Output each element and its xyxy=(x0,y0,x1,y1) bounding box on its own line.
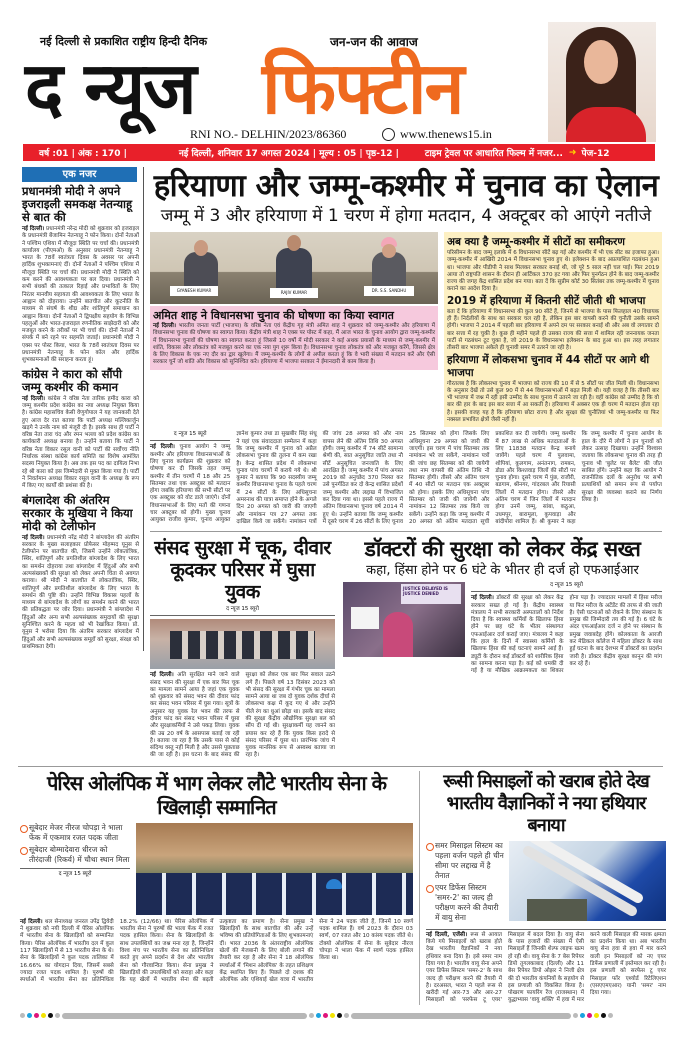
sidebar-body: परिसीमन के बाद जम्मू इलाके में 6 विधानसभा सीटें बढ़ गई और कश्मीर में भी एक सीट का इजाफा हुआ। जम्मू-कश्मीर में आखिरी 2014 में विधानसभा चुनाव हुए थे। इलेक्शन के बाद अप्रत्याशित गठबंधन हुआ था। भाजपा और पीडीपी ने साथ मिलकर सरकार बनाई थी, जो पूरे 5 साल नहीं चल पाई। फिर 2019 आया तो राष्ट्रपति शासन के दौरान ही आर्टिकल 370 हट गया और फिर पुनर्गठन होने के बाद जम्मू-कश्मीर राज्य की जगह केंद्र शासित प्रदेश बन गया। बता दें कि सुप्रीम कोर्ट 30 सितंबर तक जम्मू-कश्मीर में चुनाव कराने का आदेश दिया है। xyxy=(447,250,659,293)
brief-dateline: नई दिल्ली। xyxy=(22,226,45,232)
info-bar xyxy=(23,144,655,161)
ek-nazar-header: एक नजर xyxy=(22,167,137,182)
globe-icon xyxy=(382,128,395,141)
doctors-text xyxy=(471,582,662,675)
olympics-dateline: नई दिल्ली। xyxy=(20,918,43,925)
doctors-subheadline: कहा, हिंसा होने पर 6 घंटे के भीतर ही दर्ज हो एफआईआर xyxy=(366,563,639,579)
brief-headline[interactable]: बंगलादेश की अंतरिम सरकार के मुखिया ने किया मोदी को टेलीफोन xyxy=(22,492,133,533)
highlight-bullet: एयर डिफेंस सिस्टम 'समर-2' का जल्द ही परीक्षण करने की तैयारी में वायु सेना xyxy=(426,883,504,923)
parliament-dateline: नई दिल्ली। xyxy=(150,672,174,679)
parliament-security-photo xyxy=(150,619,335,669)
sidebar-headline[interactable]: अमित शाह ने विधानसभा चुनाव की घोषणा का किया स्वागत xyxy=(153,309,394,322)
brief-body: प्रधानमंत्री नरेंद्र मोदी ने बांग्लादेश की अंतरिम सरकार के मुख्य सलाहकार प्रोफेसर मोहम्मद यूनुस से टेलीफोन पर बातचीत की, जिसमें उन्होंने लोकतांत्रिक, स्थिर, शांतिपूर्ण और प्रगतिशील बांग्लादेश के लिए भारत का समर्थन दोहराया तथा बांग्लादेश में हिंदुओं और सभी अल्पसंख्यकों की सुरक्षा को लेकर अपनी चिंता से अवगत कराया। श्री मोदी ने बातचीत में लोकतांत्रिक, स्थिर, शांतिपूर्ण और प्रगतिशील बांग्लादेश के लिए भारत के समर्थन की पुष्टि की। उन्होंने विभिन्न विकास पहलों के माध्यम से बांग्लादेश के लोगों का समर्थन करने की भारत की प्रतिबद्धता पर जोर दिया। प्रधानमंत्री ने बांग्लादेश में हिंदुओं और अन्य सभी अल्पसंख्यक समुदायों की सुरक्षा सुनिश्चित करने के महत्व को भी रेखांकित किया। प्रो. यूनुस ने भरोसा दिया कि अंतरिम सरकार बांग्लादेश में हिंदुओं और सभी अल्पसंख्यक समूहों को सुरक्षा, संरक्षा को प्राथमिकता देगी। xyxy=(22,534,139,650)
lead-subheadline: जम्मू में 3 और हरियाणा में 1 चरण में होगा मतदान, 4 अक्टूबर को आएंगे नतीजे xyxy=(160,206,652,226)
teaser-page[interactable]: पेज-12 xyxy=(581,149,610,159)
brief-body: प्रधानमंत्री नरेन्द्र मोदी को शुक्रवार को इजराइल के प्रधानमंत्री बेंजामिन नेतन्याहू ने फोन किया। दोनों नेताओं ने पश्चिम एशिया में मौजूदा स्थिति पर चर्चा की। प्रधानमंत्री कार्यालय (पीएमओ) के अनुसार प्रधानमंत्री नेतन्याहू ने भारत के 78वें स्वतंत्रता दिवस के अवसर पर अपनी हार्दिक शुभकामनाएं दीं। दोनों नेताओं ने पश्चिम एशिया में मौजूदा स्थिति पर चर्चा की। प्रधानमंत्री मोदी ने स्थिति को कम करने की आवश्यकता पर बल दिया। प्रधानमंत्री ने सभी बंधकों की तत्काल रिहाई और प्रभावितों के लिए निरंतर मानवीय सहायता की आवश्यकता के लिए भारत के आह्वान को दोहराया। उन्होंने बातचीत और कूटनीति के माध्यम से संघर्ष के शीघ्र और शांतिपूर्ण समाधान का आह्वान किया। दोनों नेताओं ने द्विपक्षीय सहयोग के विभिन्न पहलुओं और भारत-इजराइल रणनीतिक साझेदारी को और मजबूत करने के तरीकों पर भी चर्चा की। दोनों नेताओं ने संपर्क में बने रहने पर सहमति जताई। प्रधानमंत्री मोदी ने एक्स पर पोस्ट किया, भारत के 78वें स्वतंत्रता दिवस पर प्रधानमंत्री नेतन्याहू के फोन कॉल और हार्दिक शुभकामनाओं की सराहना करता हूं। xyxy=(22,226,140,364)
logo-black: द न्यूज xyxy=(25,46,195,130)
olympics-text xyxy=(20,919,413,985)
volume-issue: वर्ष :01 | अंक : 170 | xyxy=(39,149,127,159)
amit-shah-sidebar xyxy=(150,306,438,370)
rni-number: RNI NO.- DELHIN/2023/86360 xyxy=(190,127,347,141)
color-registration-marks xyxy=(0,1013,673,1019)
actress-photo xyxy=(548,22,656,142)
sidebar-headline[interactable]: अब क्या है जम्मू-कश्मीर में सीटों का समीकरण xyxy=(447,236,625,248)
doctors-story xyxy=(343,537,662,675)
missile-headline[interactable]: रूसी मिसाइलों को खराब होते देख भारतीय वैज्ञानिकों ने नया हथियार बनाया xyxy=(443,770,649,836)
highlight-bullet: सूबेदार मेजर नीरज चोपड़ा ने भाला फेंक में एकमात्र रजत पदक जीता xyxy=(20,823,130,843)
byline: द न्यूज 15 ब्यूरो xyxy=(150,431,230,441)
masthead-tagline: नई दिल्ली से प्रकाशित राष्ट्रीय हिन्दी दैनिक xyxy=(40,35,208,48)
brief-dateline: नई दिल्ली। xyxy=(22,534,45,541)
missile-dateline: नई दिल्ली, एजेंसी। xyxy=(426,931,468,938)
seat-equation-sidebar xyxy=(444,232,662,427)
bottom-row xyxy=(0,771,673,1005)
missile-system-photo xyxy=(509,841,666,921)
olympics-headline[interactable]: पेरिस ओलंपिक में भाग लेकर लौटे भारतीय सेना के खिलाड़ी सम्मानित xyxy=(46,770,386,819)
lead-body: चुनाव आयोग ने जम्मू कश्मीर और हरियाणा विधानसभाओं के लिए चुनाव कार्यक्रम की शुक्रवार को घोषणा कर दी जिसके तहत जम्मू कश्मीर में तीन चरणों में 18 और 25 सितम्बर तथा एक अक्टूबर को मतदान होगा जबकि हरियाणा की सभी सीटों पर एक अक्टूबर को वोट डाले जाएंगे। दोनों विधानसभाओं के लिए मतों की गणना चार अक्टूबर को होगी। मुख्य चुनाव आयुक्त राजीव कुमार, चुनाव आयुक्त ज्ञानेश कुमार तथा डा सुखबीर सिंह संधू ने यहां एक संवाददाता सम्मेलन में कहा कि जम्मू कश्मीर में चुनाव को अप्रैल लोकसभा चुनाव की तुलना में कम रखा है। केन्द्र शासित प्रदेश में लोकसभा चुनाव पांच चरणों में कराये गये थे। श्री कुमार ने बताया कि 90 सदस्यीय जम्मू कश्मीर विधानसभा चुनाव के पहले चरण में 24 सीटों के लिए अधिसूचना अमरनाथ की यात्रा समाप्त होने के अगले दिन 20 अगस्त को जारी की जाएगी और नामांकन पत्र 27 अगस्त तक दाखिल किये जा सकेंगे। नामांकन पत्रों की जांच 28 अगस्त को और नाम वापस लेने की अंतिम तिथि 30 अगस्त होगी। जम्मू कश्मीर में 74 सीटें सामान्य श्रेणी की, सात अनुसूचित जाति तथा नौ सीटें अनुसूचित जनजाति के लिए आरक्षित हैं। जम्मू कश्मीर में पांच अगस्त 2019 को अनुच्छेद 370 निरस्त कर उसे पुनर्गठित कर दो केन्द्र शासित प्रदेशों जम्मू कश्मीर और लद्दाख में विभाजित कर दिया गया था। इससे पहले राज्य में अंतिम विधानसभा चुनाव वर्ष 2014 में हुए थे। उन्होंने बताया कि जम्मू कश्मीर में दूसरे चरण में 26 सीटों के लिए चुनाव 25 सितम्बर को होगा जिसके लिए अधिसूचना 29 अगस्त को जारी की जाएगी। इस चरण में पांच सितम्बर तक नामांकन भरे जा सकेंगे, नामांकन पत्रों की जांच छह सितम्बर को की जायेगी तथा नाम वापसी की अंतिम तिथि नौ सितम्बर होगी। तीसरे और अंतिम चरण में 40 सीटों पर मतदान एक अक्टूबर को होगा। इसके लिए अधिसूचना पांच सितम्बर को जारी की जायेगी और नामांकन 12 सितम्बर तक किये जा सकेंगे। उन्होंने कहा कि जम्मू कश्मीर में 20 अगस्त को अंतिम मतदाता सूची प्रकाशित कर दी जायेगी। जम्मू कश्मीर में 87 लाख से अधिक मतदाताओं के लिए 11838 मतदान केन्द्र बनाये जायेंगे। पहले चरण में पुलवामा, शोपियां, कुलगाम, अनंतनाग, रामबन, डोडा और किश्तवाड़ जिलों की सीटों पर चुनाव होगा। दूसरे चरण में पुंछ, राजौरी, बडगाम, श्रीनगर, गांदरबल और रियासी जिलों में मतदान होगा। तीसरे और अंतिम चरण में जिन जिलों में मतदान होगा उनमें जम्मू, सांबा, कठुआ, उधमपुर, बारामूला, कुपवाड़ा और बांदीपोरा शामिल हैं। श्री कुमार ने कहा कि जम्मू कश्मीर में चुनाव आयोग के हाल के दौरे में लोगों ने इन चुनावों को लेकर उत्साह दिखाया। उन्होंने विश्वास जताया कि लोकसभा चुनाव की तरह ही चुनाव भी 'बुलेट पर बैलेट' की जीत साबित होंगे। उन्होंने कहा कि आयोग ने राजनीतिक दलों के अनुरोध पर सभी प्रत्याशियों को समान रूप से पर्याप्त सुरक्षा की व्यवस्था कराने का निर्णय लिया है। xyxy=(150,431,662,525)
sidebar-body: बता दें कि हरियाणा में विधानसभा की कुल 90 सीटें हैं, जिनमें से भाजपा के पास फिलहाल 40 विधायक ही हैं। निर्दलीयों के साथ का सरकार चल रही है, लेकिन इस बार वापसी करने की चुनौती उसके सामने होगी। भाजपा ने 2014 में पहली बार हरियाणा में अपने दम पर सरकार बनाई थी और अब वो लगातार दो बार सत्ता में रह चुकी है। कुछ ही महीने पहले ही उसका राज्य की सत्ता में शामिल रही जननायक जनता पार्टी से गठबंधन टूट चुका है, जो 2019 के विधानसभा इलेक्शन के बाद हुआ था। इस तरह लगातार तीसरी बार भाजपा अकेले ही चुनावी समर में उतरने जा रही है। xyxy=(447,308,659,352)
website-link[interactable]: www.thenews15.in xyxy=(400,127,492,141)
name-card: RAJIV KUMAR xyxy=(270,288,318,298)
highlight-bullet: सूबेदार बोम्मादेवारा धीरज को तीरंदाजी (रिकर्व) में चौथा स्थान मिला xyxy=(20,845,130,865)
missile-body: रूस से आयात किये गये मिसाइलों को खराब होते देख भारतीय वैज्ञानिकों ने नया हथियार बना दिया है। इसे समर नाम दिया गया है। भारतीय वायु सेना अपने एयर डिफेंस सिस्टम 'समर-2' के साथ जल्द ही परीक्षण करने की तैयारी में है। दरअसल, भारत ने पहले रूस से खरीदी गई आर-73 और आर-27 मिसाइलों को 'सरफेस टू एयर' मिसाइल में बदल दिया है। वायु सेना के पास हजारों की संख्या में ऐसी मिसाइलें हैं जिनकी शेल्फ लाइफ खत्म हो रही थी। वायु सेना के 7 बेस रिपेयर डिपो तुगलकाबाद (दिल्ली) और 11 बेस रिपेयर डिपो ओझर ने निजी क्षेत्र की दो भारतीय कंपनियों के सहयोग से इस प्रणाली को विकसित किया है। पोखरण फायरिंग रेंज (राजस्थान) में युद्धाभ्यास 'वायु शक्ति' में हवा में मार करने वाली मिसाइल की मारक क्षमता का प्रदर्शन किया था। अब भारतीय वायु सेना हवा से हवा में मार करने वाली इन मिसाइलों को नए एयर डिफेंस प्रणाली में इस्तेमाल कर रही है। इस प्रणाली को सरफेस टू एयर मिसाइल फॉर एश्योर्ड रिटेलिएशन (एसएएमएआर) यानी 'समर' नाम दिया गया। xyxy=(426,931,666,1004)
lead-visuals xyxy=(150,232,662,427)
olympics-highlights xyxy=(20,823,130,883)
lead-headline[interactable]: हरियाणा और जम्मू-कश्मीर में चुनाव का ऐलान xyxy=(153,168,659,204)
missile-story xyxy=(426,771,666,1005)
sidebar-headline[interactable]: 2019 में हरियाणा में कितनी सीटें जीती थी भाजपा xyxy=(447,294,646,307)
main-row xyxy=(0,167,673,760)
left-column xyxy=(22,167,144,651)
dateline-price: नई दिल्ली, शनिवार 17 अगस्त 2024 | मूल्य : 05 | पृष्ठ-12 | xyxy=(178,149,399,159)
doctors-content xyxy=(343,582,662,675)
protest-placard: JUSTICE DELAYED IS JUSTICE DENIED xyxy=(401,584,461,604)
sidebar-headline[interactable]: हरियाणा में लोकसभा चुनाव में 44 सीटों पर आगे थी भाजपा xyxy=(447,353,650,379)
masthead xyxy=(0,0,673,164)
lead-photo-block xyxy=(150,232,438,370)
brief-dateline: नई दिल्ली। xyxy=(22,395,46,402)
highlight-bullet: समर मिसाइल सिस्टम का पहला वर्जन पहले ही चीन सीमा पर लद्दाख में है तैनात xyxy=(426,841,504,881)
lead-dateline: नई दिल्ली। xyxy=(150,444,175,451)
sidebar-dateline: नई दिल्ली। xyxy=(153,323,176,329)
teaser-text[interactable]: टाइम ट्रेवल पर आधारित फिल्म में नजर... xyxy=(424,149,563,159)
main-area xyxy=(150,167,662,760)
divider xyxy=(419,771,420,1005)
masthead-motto: जन-जन की आवाज xyxy=(330,35,418,49)
parliament-headline[interactable]: संसद सुरक्षा में चूक, दीवार कूदकर परिसर में घुसा युवक xyxy=(154,537,331,604)
doctors-dateline: नई दिल्ली। xyxy=(471,595,494,602)
lead-text xyxy=(150,431,662,526)
byline: द न्यूज 15 ब्यूरो xyxy=(20,868,130,880)
sidebar-body: गौरतलब है कि लोकसभा चुनाव में भाजपा को राज्य की 10 में से 5 सीटों पर जीत मिली थी। विधानसभा के अनुसार देखें तो उसे कुल 90 में से 44 विधानसभाओं में बढ़त मिली थी। यही वजह है कि तीसरी बार भी भाजपा में जश्न में रही इसी उम्मीद के साथ चुनाव में उतरने जा रही है। वहीं कांग्रेस को उम्मीद है कि वो बार की हार के बाद इस बार सत्ता में आ सकती है। हरियाणा में अक्सर एक ही चरण में मतदान होता रहा है। इसकी वजह यह है कि हरियाणा छोटा राज्य है और सुरक्षा की चुनौतियां भी जम्मू-कश्मीर या फिर नक्सल प्रभावित क्षेत्रों जैसी नहीं हैं। xyxy=(447,380,659,424)
divider xyxy=(150,531,662,532)
arrow-icon: ➜ xyxy=(568,147,577,158)
doctors-protest-photo xyxy=(343,582,465,657)
byline: द न्यूज 15 ब्यूरो xyxy=(471,582,662,592)
doctors-headline[interactable]: डॉक्टरों की सुरक्षा को लेकर केंद्र सख्त xyxy=(364,537,641,562)
olympics-top xyxy=(20,823,413,915)
election-commission-photo xyxy=(150,232,438,304)
missile-top xyxy=(426,841,666,925)
divider xyxy=(18,766,663,767)
parliament-story xyxy=(150,537,335,760)
sidebar-body: भारतीय जनता पार्टी (भाजपा) के वरिष्ठ नेता एवं केंद्रीय गृह मंत्री अमित शाह ने शुक्रवार को जम्मू-कश्मीर और हरियाणा में विधानसभा चुनाव की घोषणा का स्वागत किया। केंद्रीय मंत्री शाह ने एक्स पर पोस्ट में कहा, मैं आज भारत के चुनाव आयोग द्वारा जम्मू-कश्मीर में विधानसभा चुनावों की घोषणा का स्वागत करता हूं जिससे 10 वर्षों में मोदी सरकार ने कई अथक प्रयासों के माध्यम से जम्मू-कश्मीर में शांति, विकास और लोकतंत्र को मजबूत करने का एक नया युग शुरू किया है। विधानसभा चुनाव लोकतंत्र को और मजबूत करेंगे, जिससे क्षेत्र के लिए विकास के एक नए दौर का द्वार खुलेगा। मैं जम्मू-कश्मीर के लोगों से अपील करता हूं कि वे भारी संख्या में मतदान करें और ऐसी सरकार चुनें जो शांति और विकास को सुनिश्चित करे। हरियाणा में भाजपा सरकार ने ईमानदारी से काम किया है। xyxy=(153,323,436,366)
brief-headline[interactable]: प्रधानमंत्री मोदी ने अपने इजराइली समकक्ष नेतन्याहू से बात की xyxy=(22,184,133,224)
olympics-story xyxy=(20,771,413,985)
second-story-row xyxy=(150,537,662,760)
parliament-text xyxy=(150,672,335,760)
logo-orange: फिफ्टीन xyxy=(262,46,463,130)
brief-body: कांग्रेस ने वरिष्ठ नेता तारिक हमीद कारा को जम्मू कश्मीर प्रदेश कांग्रेस का नया अध्यक्ष नियुक्त किया है। कांग्रेस महासचिव केसी वेणुगोपाल ने यह जानकारी देते हुए आज देर रात बताया कि पार्टी अध्यक्ष मल्लिकार्जुन खड़गे ने उनके नाम को मंजूरी दी है। इसके साथ ही पार्टी ने वरिष्ठ नेता तारा चंद और रमन भल्ला को प्रदेश कांग्रेस का कार्यकारी अध्यक्ष बनाया है। उन्होंने बताया कि पार्टी ने वरिष्ठ नेता विकार रसूल वानी को पार्टी की सर्वोच्च नीति निर्धारक संस्था कांग्रेस कार्य समिति का विशेष आमंत्रित सदस्य नियुक्त किया है। अब तक इस पद का दायित्व निभा रहे श्री कारा को इस जिम्मेदारी से मुक्त किया गया है। पार्टी ने निवर्तमान अध्यक्ष विकार रसूल वानी के अध्यक्ष के रूप में किए गए कार्यों की प्रशंसा की है। xyxy=(22,395,139,490)
missile-text xyxy=(426,929,666,1005)
name-card: GYANESH KUMAR xyxy=(170,286,218,296)
olympics-body: थल सेनाध्यक्ष जनरल उपेंद्र द्विवेदी ने शुक्रवार को नयी दिल्ली में पेरिस ओलंपिक में भारतीय सेना के खिलाड़ियों को सम्मानित किया। पेरिस ओलंपिक में भारतीय दल में कुल 117 खिलाड़ियों में से 13 भारतीय सेना के थे। सेना के खिलाड़ियों ने कुल पदक तालिका में 16.66% का योगदान दिया, जिसमें सबसे ज्यादा रजत पदक शामिल है। पुरुषों की स्पर्धाओं में भारतीय सेना का प्रतिनिधित्व 18.2% (12/66) था। पेरिस ओलंपिक में भारतीय सेना ने पुरुषों की भाला फेंक में रजत पदक हासिल किया। सेना के खिलाड़ियों के साथ उपलब्धियों का जश्न मना रहा है, जिन्होंने विश्व मंच पर भारतीय सेना का प्रतिनिधित्व करते हुए अपने प्रदर्शन से देश और भारतीय सेना को गौरवान्वित किया। सेना प्रमुख ने खिलाड़ियों की उपलब्धियों को सराहा और कहा कि यह खेलों में भारतीय सेना की बढ़ती उत्कृष्टता का प्रमाण है। सेना प्रमुख ने खिलाड़ियों के साथ बातचीत की और उन्हें भविष्य की प्रतियोगिताओं के लिए शुभकामनाएं दीं। भारत 2036 के अंतरराष्ट्रीय ओलंपिक खेलों की मेजबानी के लिए बोली लगाने की तैयारी कर रहा है और सेना ने 18 ओलंपिक स्पर्धाओं में 'मिशन ओलंपिक' के तहत प्रशिक्षण केंद्र स्थापित किए हैं। पिछले दो दशक की ओलंपिक और एशियाई खेल यात्रा में भारतीय सेना ने 24 पदक जीते हैं, जिनमें 10 स्वर्ण पदक शामिल हैं। वर्ष 2023 के दौरान 03 स्वर्ण, 07 रजत और 10 कांस्य पदक जीते थे। टोक्यो ओलंपिक में सेना के सूबेदार नीरज चोपड़ा ने भाला फेंक में स्वर्ण पदक हासिल किया था। xyxy=(20,918,413,984)
byline: द न्यूज 15 ब्यूरो xyxy=(150,606,335,616)
name-card: DR. S.S. SANDHU xyxy=(364,286,414,296)
doctors-body: डॉक्टरों की सुरक्षा को लेकर केंद्र सरकार सख्त हो गई है। केंद्रीय स्वास्थ्य मंत्रालय ने सभी सरकारी अस्पतालों को निर्देश दिया है कि स्वास्थ्य कर्मियों के खिलाफ हिंसा होने पर छह घंटे के भीतर संस्थागत एफआईआर दर्ज कराई जाए। मंत्रालय ने कहा कि हाल के दिनों में स्वास्थ्य कर्मियों के खिलाफ हिंसा की कई घटनाएं सामने आई हैं। ड्यूटी के दौरान कई डॉक्टरों को शारीरिक हिंसा का सामना करना पड़ा है। कई को धमकी दी गई है या मौखिक आक्रामकता का शिकार होना पड़ा है। ज्यादातर मामलों में हिंसा मरीज या फिर मरीज के अटेंडेंट की तरफ से की जाती है। ऐसी घटनाओं को रोकने के लिए संस्थान के प्रमुख की जिम्मेदारी तय की गई है। 6 घंटे के अंदर एफआईआर दर्ज न होने पर संस्थान के प्रमुख जवाबदेह होंगे। कोलकाता के आरजी कर मेडिकल कॉलेज में महिला डॉक्टर के साथ हुई घटना के बाद देशभर में डॉक्टरों का प्रदर्शन जारी है। डॉक्टर केंद्रीय सुरक्षा कानून की मांग कर रहे हैं। xyxy=(471,595,662,675)
olympics-athletes-photo xyxy=(136,823,413,915)
parliament-body: अति सुरक्षित माने जाने वाले संसद भवन की सुरक्षा में एक बार फिर चूक का मामला सामने आया है जहां एक युवक को शुक्रवार को संसद भवन की दीवार फांद कर संसद भवन परिसर में घुस गया। सूत्रों के अनुसार यह युवक रेल भवन की तरफ से दीवार फांद कर संसद भवन परिसर में घुसा और सुरक्षाकर्मियों ने उसे पकड़ लिया। युवक की उम्र 20 वर्ष के आसपास बताई जा रही है। बताया जा रहा है कि उसके पास से कोई संदिग्ध वस्तु नहीं मिली है और उससे पूछताछ की जा रही है। इस घटना के बाद संसद की सुरक्षा को लेकर एक बार फिर सवाल उठने लगे हैं। पिछले वर्ष 13 दिसंबर 2023 को भी संसद की सुरक्षा में गंभीर चूक का मामला सामने आया था जब दो युवक दर्शक दीर्घा से लोकसभा कक्ष में कूद गए थे और उन्होंने पीले रंग का धुआं छोड़ा था। इसके बाद संसद की सुरक्षा केंद्रीय औद्योगिक सुरक्षा बल को सौंप दी गई थी। सुरक्षाकर्मी यह जानने का प्रयास कर रहे हैं कि युवक किस इरादे से संसद परिसर में घुसा था। प्रारंभिक जांच में युवक मानसिक रूप से अस्वस्थ बताया जा रहा है। xyxy=(150,672,335,759)
brief-headline[interactable]: कांग्रेस ने कारा को सौंपी जम्मू कश्मीर की कमान xyxy=(22,366,123,394)
missile-highlights xyxy=(426,841,504,925)
